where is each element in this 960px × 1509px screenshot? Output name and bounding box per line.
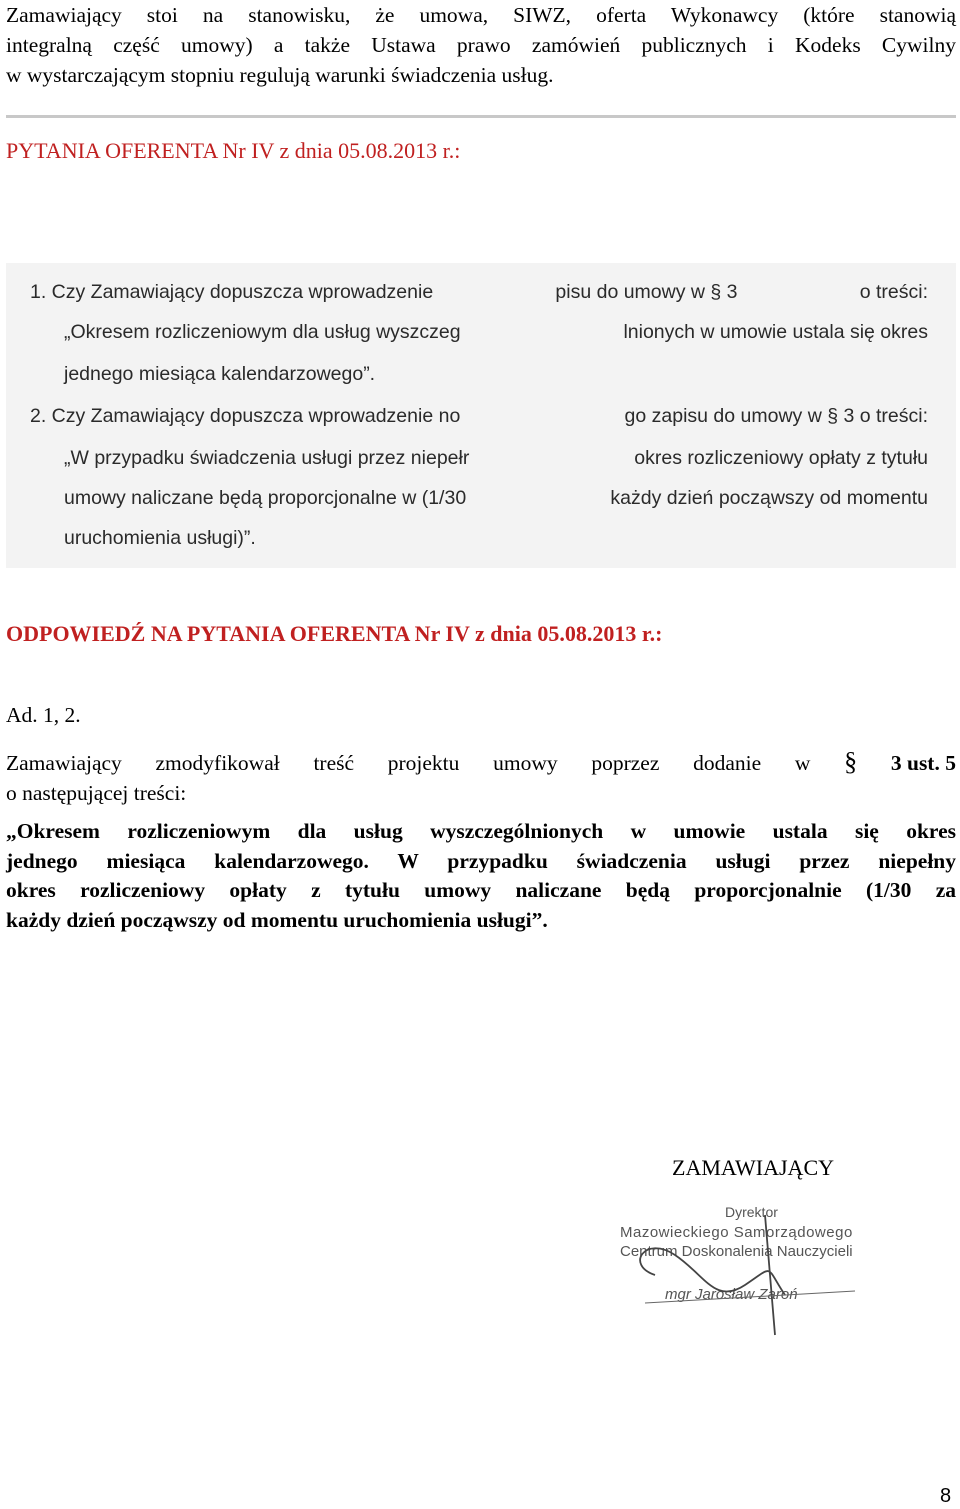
scan-q2-line-4 [64,527,928,550]
intro-line-1: Zamawiający stoi na stanowisku, że umowa, SIWZ, oferta Wykonawcy (które stanowią [6,3,956,27]
scanned-questions-image [6,263,956,568]
section-sign: § [844,747,858,776]
horizontal-divider [6,115,956,118]
mod-word: Zamawiający [6,751,122,775]
scan-q1-line-2-b: lnionych w umowie ustala się okres [623,321,928,343]
scan-q1-line-1-c: o treści: [859,281,928,303]
mod-word: dodanie [693,751,762,775]
scan-q2-line-3 [64,487,928,510]
mod-word: poprzez [591,751,660,775]
mod-word: treść [313,751,355,775]
signer-label: ZAMAWIAJĄCY [672,1155,835,1180]
scan-q1-line-3-text: jednego miesiąca kalendarzowego”. [64,363,376,385]
scan-q2-line-2 [64,447,928,470]
scan-q2-line-1-a: 2. Czy Zamawiający dopuszcza wprowadzenie no [30,405,461,427]
modification-paragraph [6,747,956,808]
scan-q2-line-3-a: umowy naliczane będą proporcjonalne w (1/30 [64,487,467,509]
scan-q1-line-2 [64,321,928,344]
scan-q2-line-3-b: każdy dzień począwszy od momentu [610,487,928,509]
ad-label: Ad. 1, 2. [6,703,81,727]
scan-q2-line-2-b: okres rozliczeniowy opłaty z tytułu [634,447,928,469]
mod-word: w [794,751,811,775]
stamp-title: Dyrektor [725,1204,778,1220]
stamp-line-1: Mazowieckiego Samorządowego [620,1224,853,1241]
scan-q1-line-1-a: 1. Czy Zamawiający dopuszcza wprowadzenie [30,281,434,303]
scan-q2-line-1-b: go zapisu do umowy w § 3 o treści: [624,405,928,427]
intro-paragraph [6,0,956,90]
intro-line-3: w wystarczającym stopniu regulują warunki świadczenia usług. [6,63,554,87]
scan-q2-line-2-a: „W przypadku świadczenia usługi przez niepełr [64,447,470,469]
quote-line-1: „Okresem rozliczeniowym dla usług wyszczególnionych w umowie ustala się okres [6,819,956,843]
questions-heading: PYTANIA OFERENTA Nr IV z dnia 05.08.2013 r.: [6,138,461,163]
scan-q1-line-2-a: „Okresem rozliczeniowym dla usług wyszczeg [64,321,461,343]
scan-q2-line-1 [30,405,928,428]
mod-section-ref: 3 ust. 5 [890,751,956,775]
stamp-name: mgr Jarosław Zaroń [665,1286,798,1303]
scan-q2-line-4-text: uruchomienia usługi)”. [64,527,256,549]
stamp-line-2: Centrum Doskonalenia Nauczycieli [620,1243,853,1260]
mod-word: zmodyfikował [155,751,280,775]
modification-line-2: o następującej treści: [6,781,187,805]
quoted-clause [6,817,956,935]
page-number: 8 [940,1485,952,1507]
intro-line-2: integralną część umowy) a także Ustawa prawo zamówień publicznych i Kodeks Cywilny [6,33,956,57]
scan-q1-line-1-b: pisu do umowy w § 3 [555,281,738,303]
answers-heading: ODPOWIEDŹ NA PYTANIA OFERENTA Nr IV z dnia 05.08.2013 r.: [6,621,663,646]
mod-word: umowy [493,751,558,775]
mod-word: projektu [387,751,460,775]
quote-line-2: jednego miesiąca kalendarzowego. W przypadku świadczenia usługi przez niepełny [6,848,956,873]
signature-stamp [615,1195,915,1345]
quote-line-3: okres rozliczeniowy opłaty z tytułu umowy naliczane będą proporcjonalnie (1/30 za [6,878,956,902]
scan-q1-line-3 [64,363,928,386]
quote-line-4: każdy dzień począwszy od momentu uruchomienia usługi”. [6,907,548,932]
modification-line-1 [6,747,956,778]
scan-q1-line-1 [30,281,928,304]
